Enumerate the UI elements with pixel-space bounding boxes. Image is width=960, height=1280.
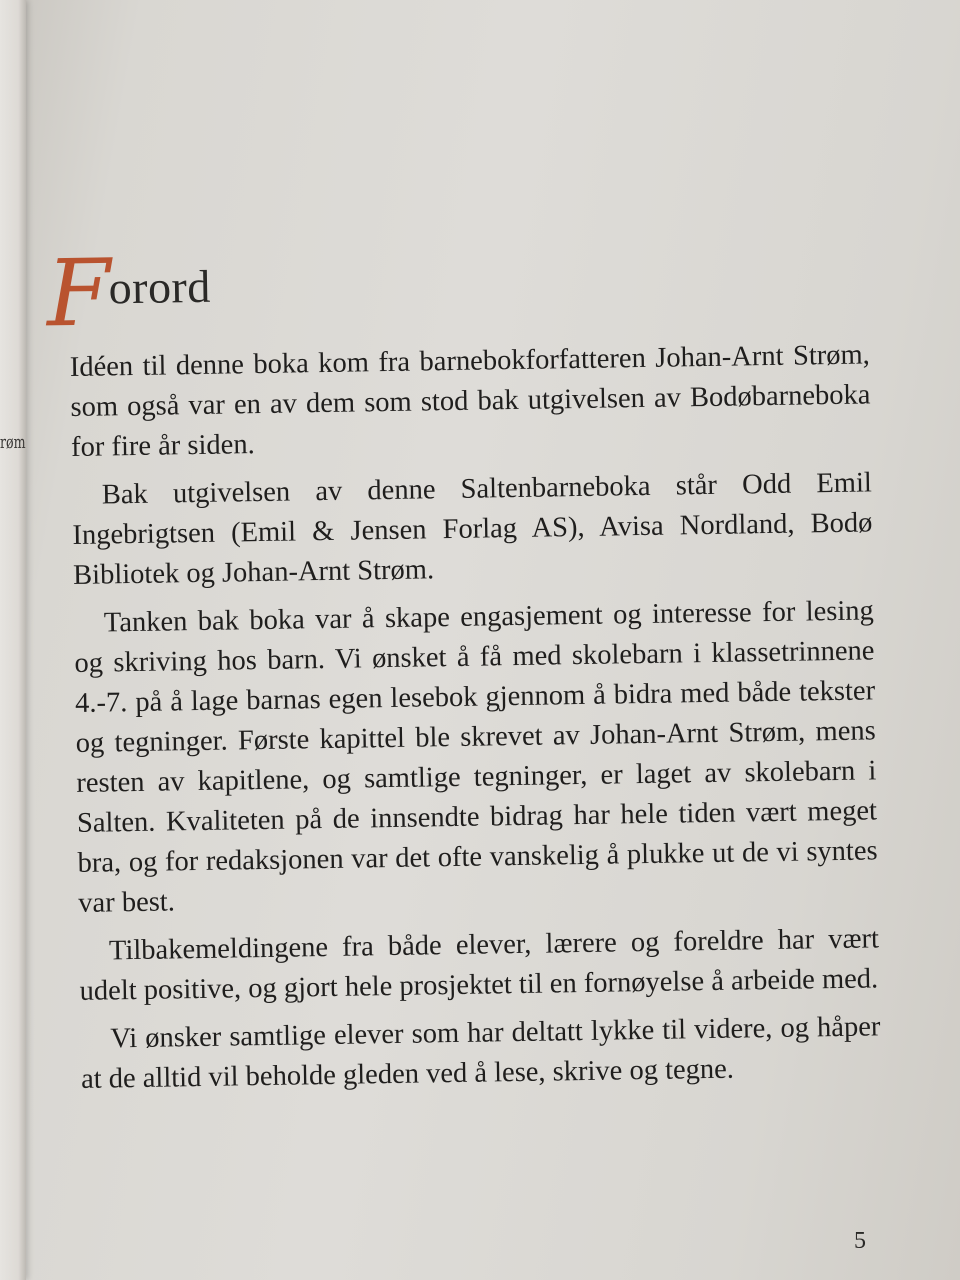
page-number: 5	[854, 1228, 866, 1254]
preface-text-block	[45, 235, 881, 1107]
facing-page-text-fragment: røm	[0, 432, 26, 453]
paragraph-1: Idéen til denne boka kom fra barnebokforfatteren Johan-Arnt Strøm, som også var en av dem som stod bak utgivelsen av Bodøbarneboka for fire år siden.	[69, 339, 871, 463]
title-text: orord	[108, 260, 212, 314]
paragraph-5: Vi ønsker samtlige elever som har deltatt lykke til videre, og håper at de alltid vil beholde gleden ved å lese, skrive og tegne.	[80, 1011, 881, 1095]
paragraph-4: Tilbakemeldingene fra både elever, lærere og foreldre har vært udelt positive, og gjort hele prosjektet til en fornøyelse å arbeide med.	[79, 923, 880, 1007]
facing-page-edge	[0, 0, 26, 1280]
paragraph-3: Tanken bak boka var å skape engasjement og interesse for lesing og skriving hos barn. Vi ønsket å få med skolebarn i klassetrinnene 4.-7. på å lage barnas egen lesebok gjennom å bidra med både tekster og tegninger. Første kapittel ble skrevet av Johan-Arnt Strøm, mens resten av kapitlene, og samtlige tegninger, er laget av skolebarn i Salten. Kvaliteten på de innsendte bidrag har hele tiden vært meget bra, og for redaksjonen var det ofte vanskelig å plukke ut de vi syntes var best.	[74, 595, 878, 919]
page-title	[45, 235, 869, 348]
decorative-drop-cap: F	[45, 239, 112, 348]
paragraph-2: Bak utgivelsen av denne Saltenbarneboka står Odd Emil Ingebrigtsen (Emil & Jensen Forlag AS), Avisa Nordland, Bodø Bibliotek og Johan-Arnt Strøm.	[72, 467, 873, 591]
